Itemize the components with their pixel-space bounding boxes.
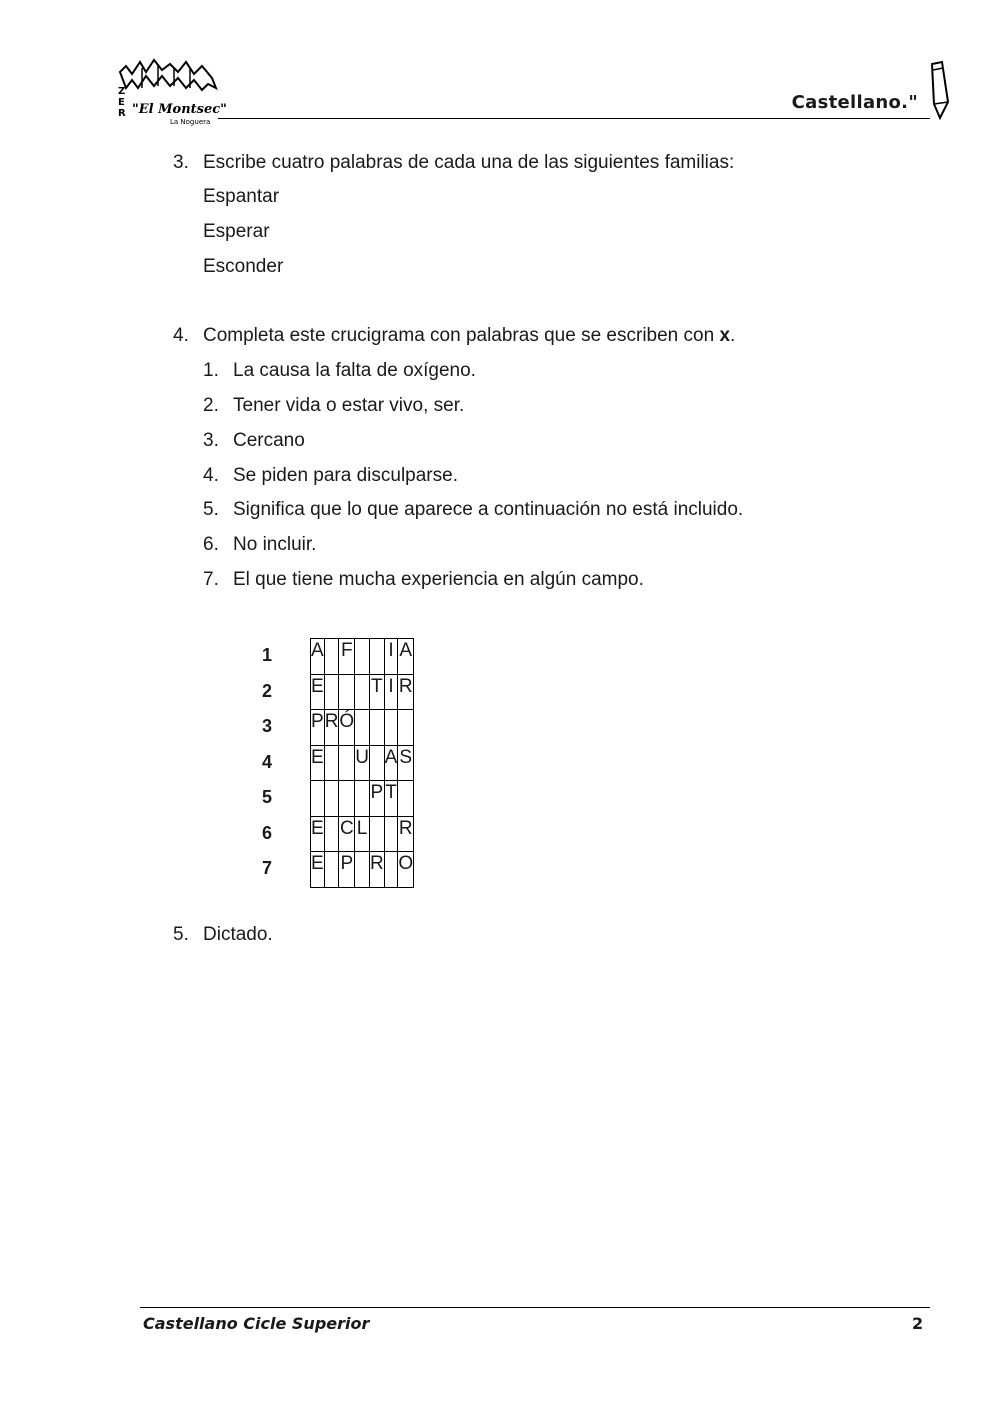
crossword-cell[interactable] xyxy=(384,816,398,852)
header-divider xyxy=(218,118,930,119)
row-label: 7 xyxy=(261,858,272,878)
crossword-cell[interactable] xyxy=(398,781,414,817)
crossword-cell[interactable]: R xyxy=(369,852,384,888)
crossword-cell[interactable] xyxy=(384,852,398,888)
crossword-cell[interactable]: I xyxy=(384,639,398,675)
crossword-cell[interactable] xyxy=(355,710,370,746)
crossword-cell[interactable] xyxy=(369,745,384,781)
crossword-row xyxy=(311,852,414,888)
svg-text:R: R xyxy=(118,108,126,119)
crossword-cell[interactable] xyxy=(355,852,370,888)
question-number: 5. xyxy=(173,924,189,945)
clue-item: 2. Tener vida o estar vivo, ser. xyxy=(203,395,465,416)
row-label: 3 xyxy=(261,716,272,736)
crossword-cell[interactable] xyxy=(339,781,355,817)
header-title: Castellano." xyxy=(791,92,918,113)
crossword-cell[interactable]: C xyxy=(339,816,355,852)
question-text-bold: x xyxy=(719,325,731,346)
crossword-row-labels xyxy=(252,638,282,887)
crossword-cell[interactable] xyxy=(369,639,384,675)
crossword-cell[interactable]: R xyxy=(398,674,414,710)
crossword-cell[interactable]: T xyxy=(384,781,398,817)
crossword-cell[interactable]: L xyxy=(355,816,370,852)
crossword-cell[interactable]: E xyxy=(311,674,325,710)
clue-item: 3. Cercano xyxy=(203,430,305,451)
family-word: Esperar xyxy=(203,221,270,242)
crossword-cell[interactable]: P xyxy=(369,781,384,817)
crossword-cell[interactable] xyxy=(355,674,370,710)
crossword-cell[interactable]: O xyxy=(398,852,414,888)
crossword-cell[interactable]: P xyxy=(339,852,355,888)
crossword-cell[interactable] xyxy=(324,639,339,675)
logo-sub: La Noguera xyxy=(170,118,211,126)
crossword-cell[interactable]: S xyxy=(398,745,414,781)
crossword-row xyxy=(311,816,414,852)
crossword-cell[interactable]: E xyxy=(311,852,325,888)
question-text-end: . xyxy=(730,325,736,346)
crossword-cell[interactable]: F xyxy=(339,639,355,675)
question-5 xyxy=(173,924,273,946)
crossword-grid xyxy=(310,638,414,888)
question-number: 3. xyxy=(173,152,189,173)
crossword-cell[interactable] xyxy=(324,674,339,710)
clue-item: 6. No incluir. xyxy=(203,534,317,555)
crossword-cell[interactable] xyxy=(311,781,325,817)
row-label: 2 xyxy=(261,680,272,701)
logo-name: "El Montsec" xyxy=(132,102,227,117)
crossword-row xyxy=(311,639,414,675)
question-4 xyxy=(173,325,735,347)
question-text: Escribe cuatro palabras de cada una de las siguientes familias: xyxy=(203,152,735,173)
clue-item: 5. Significa que lo que aparece a continuación no está incluido. xyxy=(203,499,744,520)
clue-item: 4. Se piden para disculparse. xyxy=(203,465,458,486)
crossword-cell[interactable]: P xyxy=(311,710,325,746)
family-word: Esconder xyxy=(203,256,284,277)
pencil-icon xyxy=(926,60,950,120)
crossword-cell[interactable] xyxy=(324,745,339,781)
crossword-cell[interactable] xyxy=(369,710,384,746)
footer-course: Castellano Cicle Superior xyxy=(143,1314,370,1333)
crossword-cell[interactable] xyxy=(324,816,339,852)
crossword-cell[interactable]: A xyxy=(384,745,398,781)
family-word: Espantar xyxy=(203,186,280,207)
question-text: Completa este crucigrama con palabras que se escriben con xyxy=(203,325,720,346)
svg-text:E: E xyxy=(118,97,125,108)
row-label: 4 xyxy=(261,751,272,772)
crossword-cell[interactable]: I xyxy=(384,674,398,710)
mountain-logo-icon xyxy=(112,58,227,130)
crossword-cell[interactable] xyxy=(324,852,339,888)
crossword-cell[interactable] xyxy=(339,674,355,710)
question-number: 4. xyxy=(173,325,189,346)
crossword-cell[interactable]: Ó xyxy=(339,710,355,746)
crossword-cell[interactable]: A xyxy=(311,639,325,675)
question-text: Dictado. xyxy=(203,924,273,945)
crossword-row xyxy=(311,781,414,817)
crossword-cell[interactable]: T xyxy=(369,674,384,710)
footer-divider xyxy=(140,1307,930,1308)
crossword-cell[interactable]: E xyxy=(311,745,325,781)
clue-item: 7. El que tiene mucha experiencia en algún campo. xyxy=(203,569,644,590)
crossword-cell[interactable]: A xyxy=(398,639,414,675)
crossword-cell[interactable] xyxy=(339,745,355,781)
school-logo xyxy=(112,58,227,130)
row-label: 6 xyxy=(261,822,272,843)
crossword-cell[interactable] xyxy=(324,781,339,817)
crossword-row xyxy=(311,674,414,710)
crossword-cell[interactable] xyxy=(384,710,398,746)
question-3 xyxy=(173,152,734,174)
crossword-cell[interactable]: R xyxy=(324,710,339,746)
crossword-cell[interactable]: R xyxy=(398,816,414,852)
crossword-cell[interactable] xyxy=(398,710,414,746)
crossword-row xyxy=(311,745,414,781)
crossword-cell[interactable] xyxy=(355,781,370,817)
page-number: 2 xyxy=(912,1314,924,1333)
crossword-row xyxy=(311,710,414,746)
row-label: 1 xyxy=(261,645,272,665)
row-label: 5 xyxy=(261,787,272,807)
crossword-cell[interactable] xyxy=(369,816,384,852)
crossword-cell[interactable]: U xyxy=(355,745,370,781)
clue-item: 1. La causa la falta de oxígeno. xyxy=(203,360,476,381)
crossword-cell[interactable]: E xyxy=(311,816,325,852)
crossword-cell[interactable] xyxy=(355,639,370,675)
logo-vertical-text: Z xyxy=(118,86,126,97)
